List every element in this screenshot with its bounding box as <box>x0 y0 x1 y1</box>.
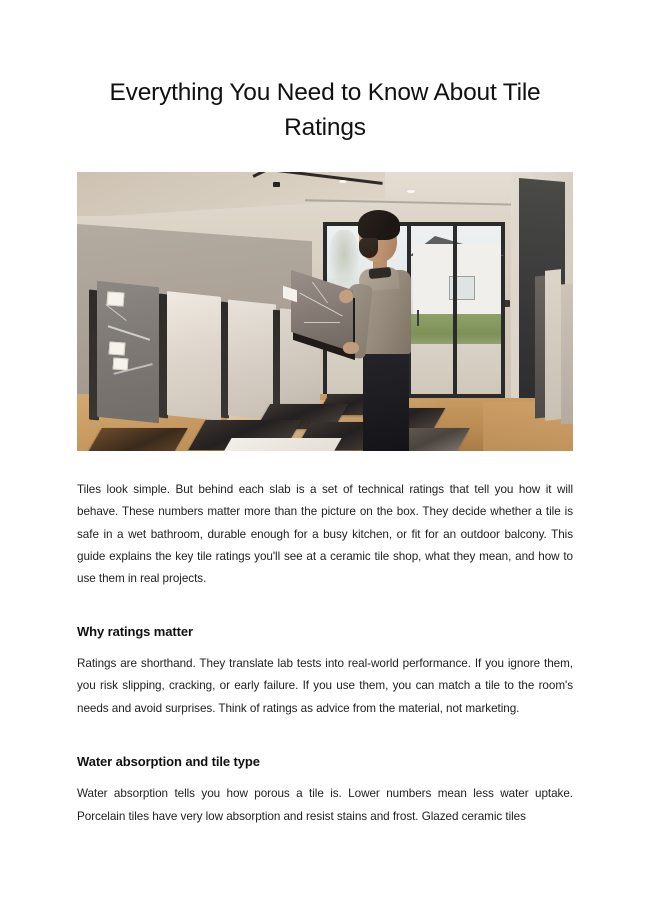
section-heading-water-absorption: Water absorption and tile type <box>77 754 260 770</box>
person-beard <box>359 238 378 258</box>
person-hand-lower <box>343 342 359 354</box>
page-title: Everything You Need to Know About Tile Ratings <box>109 79 541 141</box>
section-paragraph-water-absorption: Water absorption tells you how porous a tile is. Lower numbers mean less water uptake. Porcelain tiles have very low absorption and resist stains and frost. Glazed ceramic tiles <box>77 787 573 823</box>
person-collar <box>369 266 392 278</box>
person-hair <box>358 210 400 240</box>
floor-display-tile <box>88 428 188 451</box>
window-mullion <box>453 222 457 402</box>
leaning-slab-light <box>167 291 221 421</box>
hero-image <box>77 172 573 451</box>
slab-price-label <box>109 341 126 355</box>
slab-price-label <box>107 291 125 306</box>
section-paragraph-why-ratings-matter: Ratings are shorthand. They translate lab tests into real-world performance. If you ignore them, you risk slipping, cracking, or early failure. If you use them, you can match a tile to the room's needs and avoid surprises. Think of ratings as advice from the material, not marketing. <box>77 656 573 715</box>
held-slab-vein <box>304 322 341 323</box>
leaning-slab-right-light <box>545 269 561 421</box>
document-content <box>77 0 573 828</box>
ceiling-spotlight <box>339 180 347 183</box>
door-handle <box>417 310 419 326</box>
person-legs <box>363 348 409 451</box>
leaning-slab-light <box>228 299 276 420</box>
slab-price-label <box>113 357 129 370</box>
leaning-slab-right-dark <box>535 275 545 418</box>
track-light-head <box>273 182 280 187</box>
section-heading-why-ratings-matter: Why ratings matter <box>77 623 193 639</box>
ceiling-spotlight <box>407 190 415 193</box>
leaning-slab-right-edge <box>561 283 573 424</box>
intro-paragraph: Tiles look simple. But behind each slab is a set of technical ratings that tell you how it will behave. These numbers matter more than the picture on the box. They decide whether a tile is safe in a wet bathroom, durable enough for a busy kitchen, or fit for an outdoor balcony. This guide explains the key tile ratings you'll see at a ceramic tile shop, what they mean, and how to use them in real projects. <box>77 482 573 586</box>
floor-display-tile-white <box>222 438 341 451</box>
tree <box>329 230 359 290</box>
